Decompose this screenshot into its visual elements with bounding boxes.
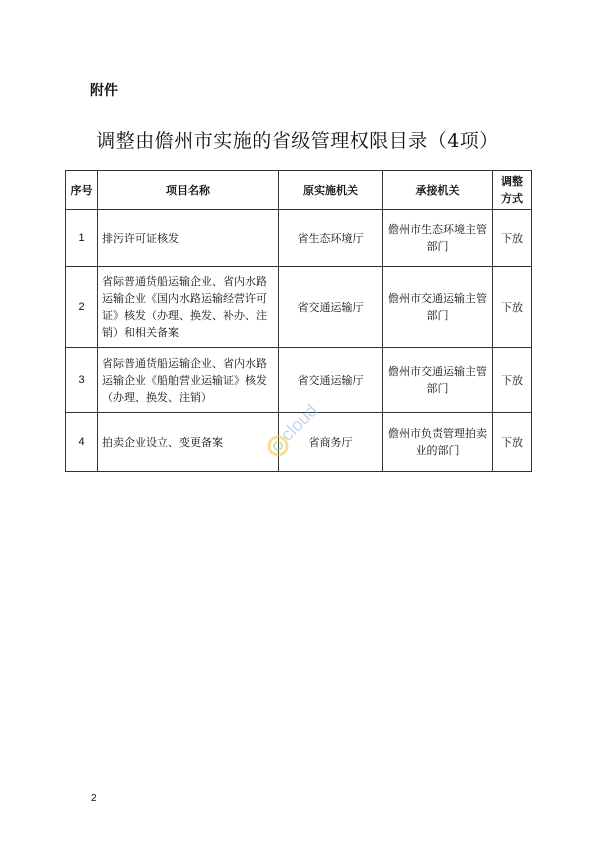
row-receiving-authority: 儋州市交通运输主管部门 bbox=[383, 348, 493, 413]
header-receiving-authority: 承接机关 bbox=[383, 171, 493, 210]
table-row bbox=[66, 210, 532, 267]
cloud-watermark-logo bbox=[262, 380, 342, 460]
row-item-name: 拍卖企业设立、变更备案 bbox=[98, 413, 279, 472]
header-adjust-method: 调整方式 bbox=[493, 171, 532, 210]
watermark-text: cloud bbox=[276, 400, 322, 445]
row-original-authority: 省交通运输厅 bbox=[279, 267, 383, 348]
watermark-circle-icon bbox=[269, 437, 287, 455]
row-original-authority: 省商务厅 bbox=[279, 413, 383, 472]
header-original-authority: 原实施机关 bbox=[279, 171, 383, 210]
row-no: 4 bbox=[66, 413, 98, 472]
row-item-name: 省际普通货船运输企业、省内水路运输企业《国内水路运输经营许可证》核发（办理、换发、补办、注销）和相关备案 bbox=[98, 267, 279, 348]
row-receiving-authority: 儋州市交通运输主管部门 bbox=[383, 267, 493, 348]
row-adjust-method: 下放 bbox=[493, 210, 532, 267]
table-header-row bbox=[66, 171, 532, 210]
row-no: 2 bbox=[66, 267, 98, 348]
row-adjust-method: 下放 bbox=[493, 348, 532, 413]
document-title: 调整由儋州市实施的省级管理权限目录（4项） bbox=[96, 130, 499, 152]
watermark-inner-circle-icon bbox=[274, 442, 282, 450]
row-original-authority: 省生态环境厅 bbox=[279, 210, 383, 267]
row-adjust-method: 下放 bbox=[493, 267, 532, 348]
page-number: 2 bbox=[91, 793, 97, 804]
row-receiving-authority: 儋州市生态环境主管部门 bbox=[383, 210, 493, 267]
header-item-name: 项目名称 bbox=[98, 171, 279, 210]
row-item-name: 省际普通货船运输企业、省内水路运输企业《船舶营业运输证》核发（办理、换发、注销） bbox=[98, 348, 279, 413]
attachment-label: 附件 bbox=[90, 83, 118, 99]
row-no: 3 bbox=[66, 348, 98, 413]
row-no: 1 bbox=[66, 210, 98, 267]
row-item-name: 排污许可证核发 bbox=[98, 210, 279, 267]
header-no: 序号 bbox=[66, 171, 98, 210]
row-adjust-method: 下放 bbox=[493, 413, 532, 472]
table-row bbox=[66, 267, 532, 348]
row-original-authority: 省交通运输厅 bbox=[279, 348, 383, 413]
row-receiving-authority: 儋州市负责管理拍卖业的部门 bbox=[383, 413, 493, 472]
